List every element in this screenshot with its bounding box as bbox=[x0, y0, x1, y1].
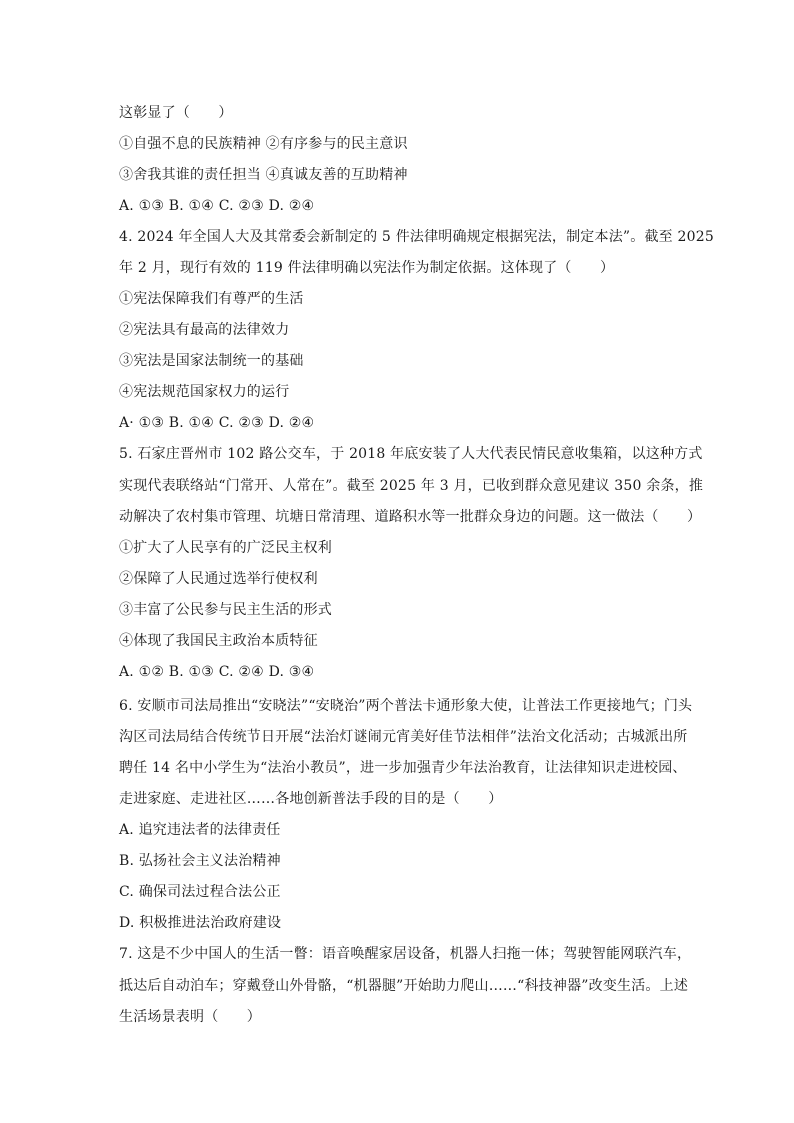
question-3-options-3-4: ③舍我其谁的责任担当 ④真诚友善的互助精神 bbox=[119, 167, 408, 183]
question-4-option-3: ③宪法是国家法制统一的基础 bbox=[119, 353, 304, 369]
question-6-stem-line-3: 聘任 14 名中小学生为“法治小教员”，进一步加强青少年法治教育，让法律知识走进校园、 bbox=[119, 760, 687, 776]
question-6-option-d: D. 积极推进法治政府建设 bbox=[119, 915, 282, 931]
question-5-option-4: ④体现了我国民主政治本质特征 bbox=[119, 633, 318, 649]
question-6-option-b: B. 弘扬社会主义法治精神 bbox=[119, 853, 281, 869]
question-4-option-1: ①宪法保障我们有尊严的生活 bbox=[119, 291, 304, 307]
question-5-option-3: ③丰富了公民参与民主生活的形式 bbox=[119, 602, 332, 618]
question-3-options-1-2: ①自强不息的民族精神 ②有序参与的民主意识 bbox=[119, 136, 408, 152]
question-6-stem-line-1: 6. 安顺市司法局推出“安晓法”“安晓治”两个普法卡通形象大使，让普法工作更接地气；门头 bbox=[119, 698, 693, 714]
question-4-answer-choices: A· ①③ B. ①④ C. ②③ D. ②④ bbox=[119, 415, 315, 431]
question-7-stem-line-1: 7. 这是不少中国人的生活一瞥：语音唤醒家居设备，机器人扫拖一体；驾驶智能网联汽车， bbox=[119, 946, 692, 962]
question-5-stem-line-2: 实现代表联络站“门常开、人常在”。截至 2025 年 3 月，已收到群众意见建议 350 余条，推 bbox=[119, 478, 704, 494]
question-3-answer-choices: A. ①③ B. ①④ C. ②③ D. ②④ bbox=[119, 198, 315, 214]
question-4-option-2: ②宪法具有最高的法律效力 bbox=[119, 322, 290, 338]
question-5-stem-line-3: 动解决了农村集市管理、坑塘日常清理、道路积水等一批群众身边的问题。这一做法（ ） bbox=[119, 509, 702, 525]
question-6-option-a: A. 追究违法者的法律责任 bbox=[119, 822, 281, 838]
question-6-stem-line-2: 沟区司法局结合传统节日开展“法治灯谜闹元宵美好佳节法相伴”法治文化活动；古城派出所 bbox=[119, 729, 688, 745]
question-5-stem-line-1: 5. 石家庄晋州市 102 路公交车，于 2018 年底安装了人大代表民情民意收集箱，以这种方式 bbox=[119, 446, 703, 462]
question-7-stem-line-2: 抵达后自动泊车；穿戴登山外骨骼，“机器腿”开始助力爬山……“科技神器”改变生活。上述 bbox=[119, 978, 689, 994]
question-7-stem-line-3: 生活场景表明（ ） bbox=[119, 1009, 261, 1025]
question-4-stem-line-1: 4. 2024 年全国人大及其常委会新制定的 5 件法律明确规定根据宪法，制定本法”。截至 2025 bbox=[119, 229, 714, 245]
question-6-option-c: C. 确保司法过程合法公正 bbox=[119, 884, 281, 900]
question-3-stem-end: 这彰显了（ ） bbox=[119, 105, 233, 121]
question-6-stem-line-4: 走进家庭、走进社区……各地创新普法手段的目的是（ ） bbox=[119, 791, 503, 807]
question-5-answer-choices: A. ①② B. ①③ C. ②④ D. ③④ bbox=[119, 664, 315, 680]
question-5-option-1: ①扩大了人民享有的广泛民主权利 bbox=[119, 540, 332, 556]
question-4-stem-line-2: 年 2 月，现行有效的 119 件法律明确以宪法作为制定依据。这体现了（ ） bbox=[119, 260, 615, 276]
question-5-option-2: ②保障了人民通过选举行使权利 bbox=[119, 571, 318, 587]
question-4-option-4: ④宪法规范国家权力的运行 bbox=[119, 384, 290, 400]
